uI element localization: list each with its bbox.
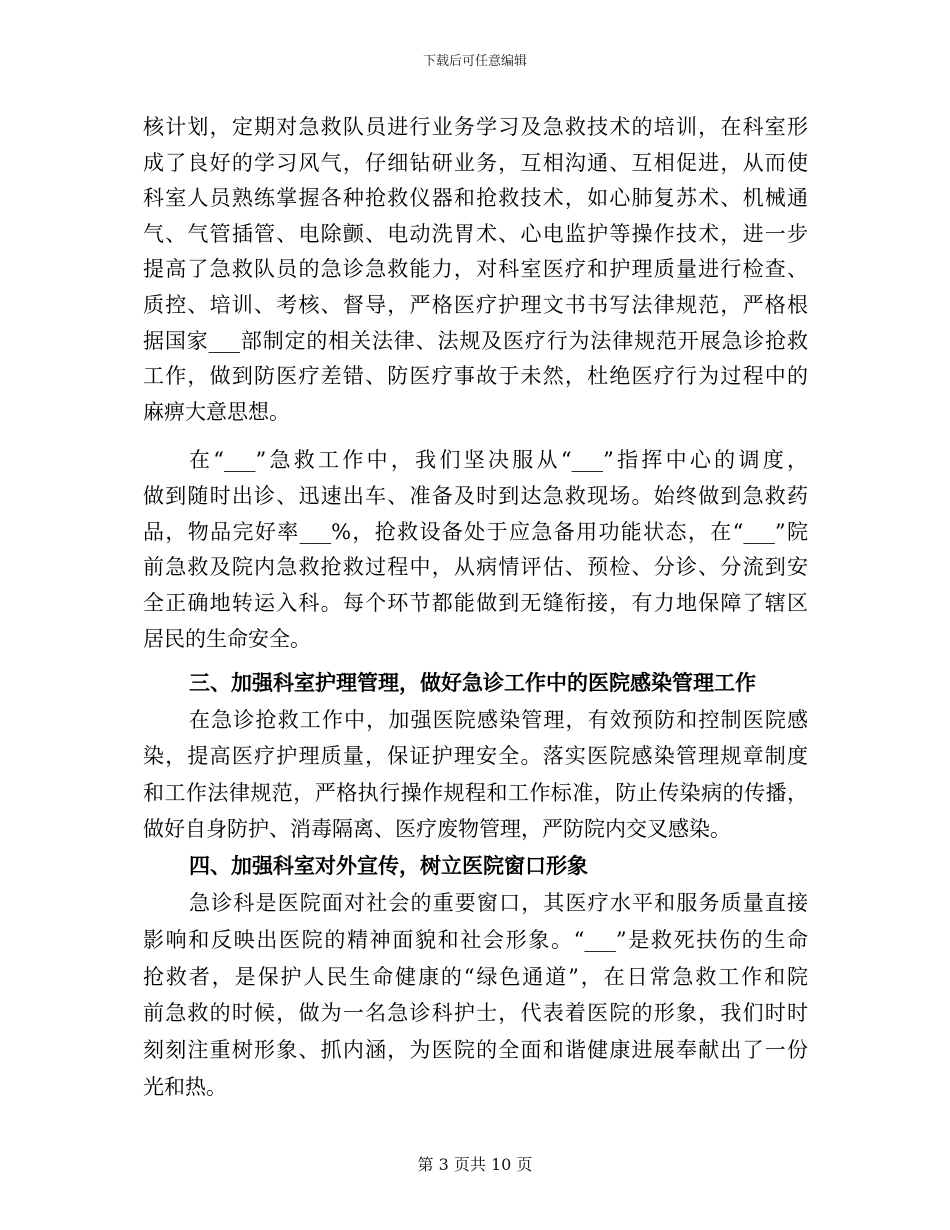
paragraph-line: 全正确地转运入科。每个环节都能做到无缝衔接，有力地保障了辖区 bbox=[143, 591, 808, 616]
paragraph-line: 前急救的时候，做为一名急诊科护士，代表着医院的形象，我们时时 bbox=[143, 1001, 808, 1026]
paragraph-line: 在急诊抢救工作中，加强医院感染管理，有效预防和控制医院感 bbox=[189, 708, 808, 732]
paragraph-line: 提高了急救队员的急诊急救能力，对科室医疗和护理质量进行检查、 bbox=[143, 257, 808, 282]
heading-text: 四、加强科室对外宣传，树立医院窗口形象 bbox=[189, 853, 588, 878]
paragraph-hospital-image bbox=[143, 885, 808, 1106]
paragraph-line: 品，物品完好率___%，抢救设备处于应急备用功能状态，在“___”院 bbox=[143, 519, 808, 544]
paragraph-line: 做好自身防护、消毒隔离、医疗废物管理，严防院内交叉感染。 bbox=[143, 816, 731, 841]
paragraph-line: 光和热。 bbox=[143, 1074, 227, 1099]
paragraph-line: 前急救及院内急救抢救过程中，从病情评估、预检、分诊、分流到安 bbox=[143, 555, 808, 580]
paragraph-line: 据国家___部制定的相关法律、法规及医疗行为法律规范开展急诊抢救 bbox=[143, 328, 808, 353]
paragraph-line: 做到随时出诊、迅速出车、准备及时到达急救现场。始终做到急救药 bbox=[143, 483, 808, 508]
paragraph-line: 和工作法律规范，严格执行操作规程和工作标准，防止传染病的传播， bbox=[143, 780, 808, 805]
paragraph-line: 影响和反映出医院的精神面貌和社会形象。“___”是救死扶伤的生命 bbox=[143, 927, 808, 952]
paragraph-line: 居民的生命安全。 bbox=[143, 626, 311, 651]
paragraph-line: 在“___”急救工作中，我们坚决服从“___”指挥中心的调度， bbox=[189, 448, 808, 472]
section-heading-4 bbox=[143, 848, 808, 884]
paragraph-line: 气、气管插管、电除颤、电动洗胃术、心电监护等操作技术，进一步 bbox=[143, 221, 808, 246]
paragraph-line: 抢救者，是保护人民生命健康的“绿色通道”，在日常急救工作和院 bbox=[143, 964, 808, 989]
paragraph-line: 刻刻注重树形象、抓内涵，为医院的全面和谐健康进展奉献出了一份 bbox=[143, 1038, 808, 1063]
paragraph-line: 染，提高医疗护理质量，保证护理安全。落实医院感染管理规章制度 bbox=[143, 744, 808, 769]
page-header-note: 下载后可任意编辑 bbox=[422, 54, 527, 69]
page-number: 第 3 页共 10 页 bbox=[417, 1155, 533, 1174]
paragraph-line: 质控、培训、考核、督导，严格医疗护理文书书写法律规范，严格根 bbox=[143, 292, 808, 317]
paragraph-line: 成了良好的学习风气，仔细钻研业务，互相沟通、互相促进，从而使 bbox=[143, 150, 808, 175]
paragraph-line: 工作，做到防医疗差错、防医疗事故于未然，杜绝医疗行为过程中的 bbox=[143, 364, 808, 389]
paragraph-line: 麻痹大意思想。 bbox=[143, 399, 290, 424]
paragraph-line: 急诊科是医院面对社会的重要窗口，其医疗水平和服务质量直接 bbox=[189, 891, 808, 915]
paragraph-infection-control bbox=[143, 702, 808, 847]
paragraph-training bbox=[143, 110, 808, 430]
heading-text: 三、加强科室护理管理，做好急诊工作中的医院感染管理工作 bbox=[189, 670, 756, 695]
paragraph-emergency-dispatch bbox=[143, 443, 808, 658]
paragraph-line: 科室人员熟练掌握各种抢救仪器和抢救技术，如心肺复苏术、机械通 bbox=[143, 186, 808, 211]
section-heading-3 bbox=[143, 665, 808, 701]
paragraph-line: 核计划，定期对急救队员进行业务学习及急救技术的培训，在科室形 bbox=[143, 115, 808, 139]
